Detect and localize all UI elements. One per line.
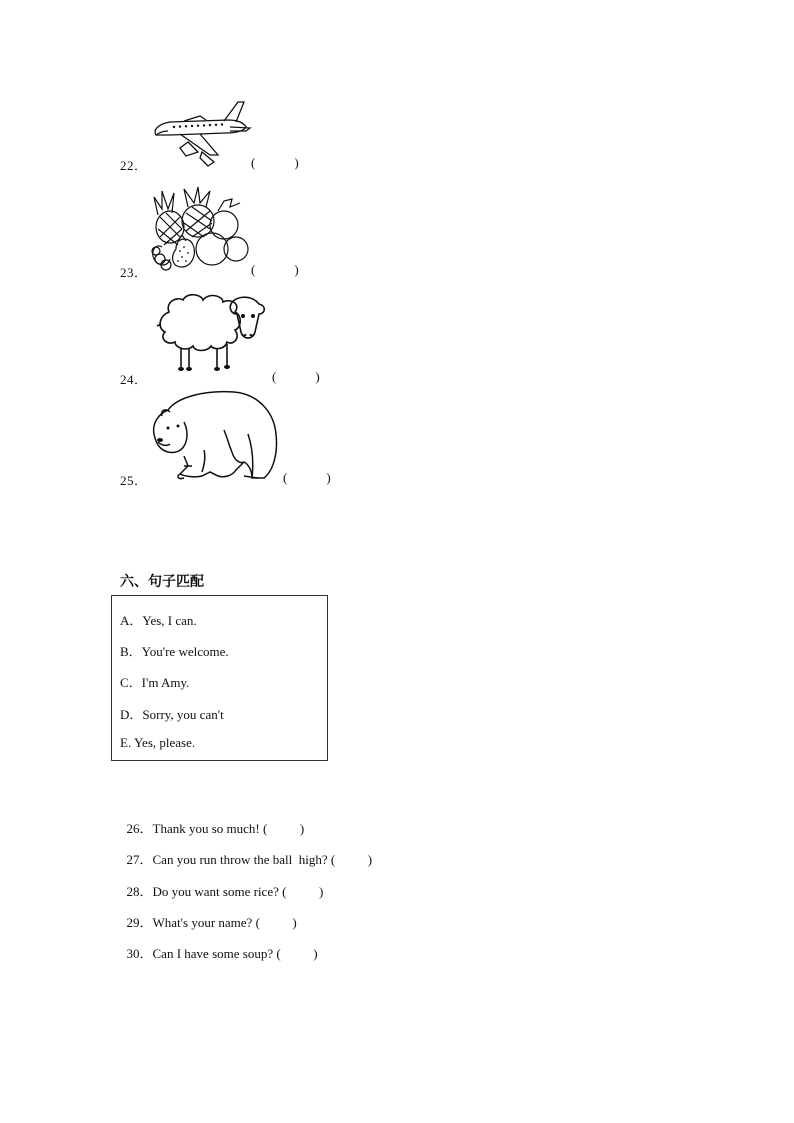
airplane-icon (150, 100, 255, 168)
option-e: E. Yes, please. (120, 735, 196, 750)
question-number: 28． (126, 884, 153, 899)
question-text: Can I have some soup? (152, 946, 274, 961)
answer-blank[interactable]: ( ) (282, 884, 324, 899)
option-b: B．You're welcome. (120, 644, 229, 659)
sentence-question (120, 927, 318, 962)
fruits-icon (148, 185, 253, 275)
answer-blank[interactable]: ( ) (330, 852, 373, 867)
question-number: 26． (126, 821, 153, 836)
question-text: Thank you so much! (152, 821, 260, 836)
sentence-question (120, 896, 297, 931)
answer-blank[interactable]: ( ) (263, 821, 305, 836)
answer-blank[interactable]: ( ) (251, 262, 299, 277)
sentence-question (120, 802, 304, 837)
question-number: 24． (120, 372, 148, 387)
question-number: 29． (126, 915, 153, 930)
sentence-question (120, 865, 323, 900)
sheep-icon (155, 292, 267, 374)
question-text: Can you run throw the ball high? (152, 852, 328, 867)
answer-blank[interactable]: ( ) (283, 470, 331, 485)
option-a: A．Yes, I can. (120, 613, 197, 628)
sentence-question (120, 833, 372, 868)
answer-blank[interactable]: ( ) (251, 155, 299, 170)
question-number: 23． (120, 265, 148, 280)
question-text: Do you want some rice? (152, 884, 279, 899)
question-number: 30． (126, 946, 153, 961)
option-c: C．I'm Amy. (120, 675, 190, 690)
option-d: D．Sorry, you can't (120, 707, 224, 722)
options-box (111, 595, 328, 761)
answer-blank[interactable]: ( ) (255, 915, 297, 930)
question-text: What's your name? (152, 915, 253, 930)
answer-blank[interactable]: ( ) (272, 369, 320, 384)
question-number: 27． (126, 852, 153, 867)
answer-blank[interactable]: ( ) (276, 946, 318, 961)
section-title: 六、句子匹配 (120, 574, 204, 590)
question-number: 25． (120, 473, 148, 488)
bear-icon (148, 390, 280, 484)
question-number: 22． (120, 158, 148, 173)
